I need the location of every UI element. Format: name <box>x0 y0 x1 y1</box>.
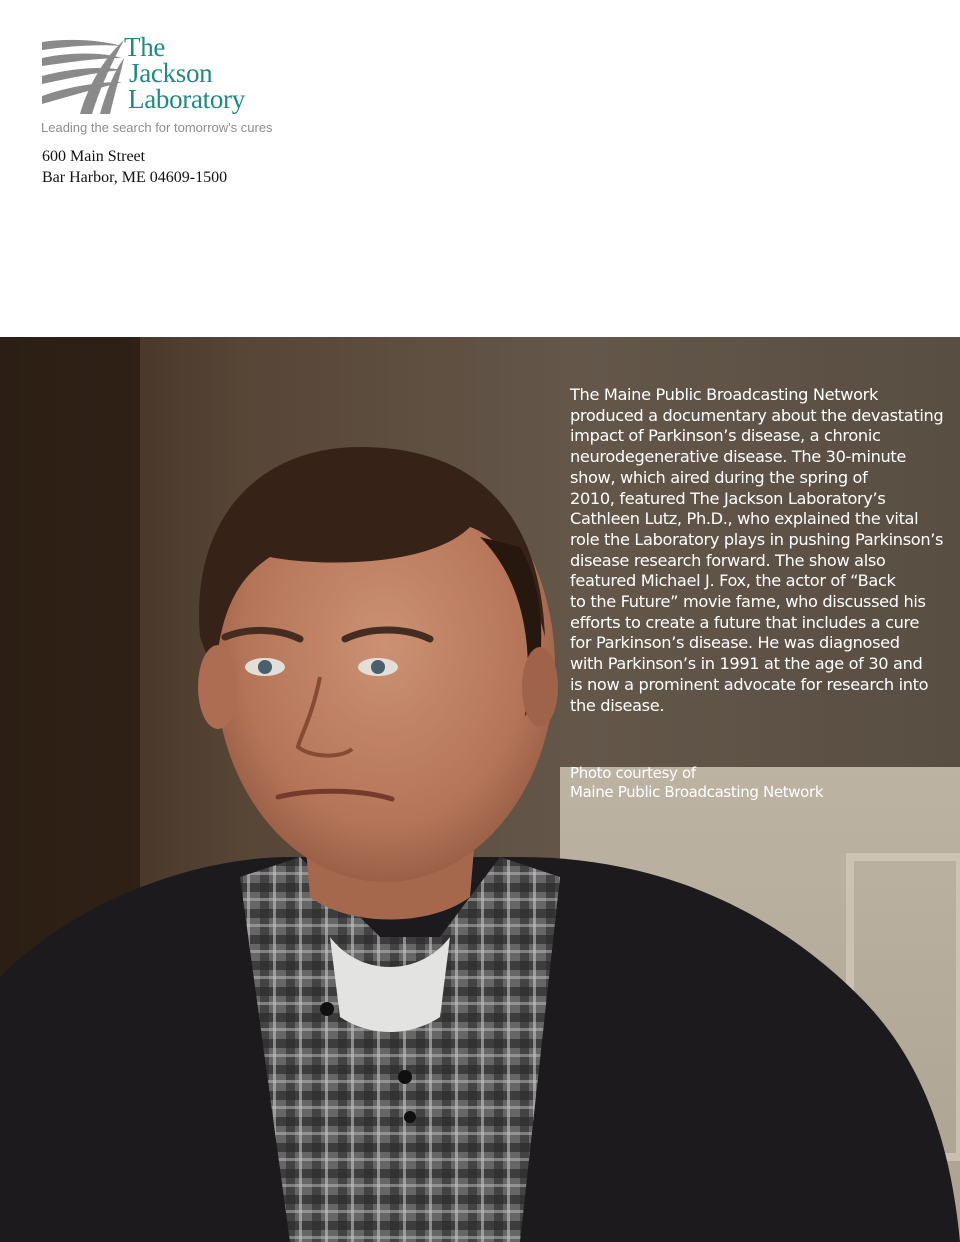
logo-word-the: The <box>124 32 166 62</box>
caption-line: to the Future” movie fame, who discussed his <box>570 592 926 612</box>
caption-line: 2010, featured The Jackson Laboratory’s <box>570 488 886 508</box>
tagline: Leading the search for tomorrow's cures <box>41 120 273 135</box>
caption-line: disease research forward. The show also <box>570 550 886 570</box>
caption-line: show, which aired during the spring of <box>570 467 868 487</box>
caption-line: efforts to create a future that includes a cure <box>570 612 920 632</box>
photo-caption <box>570 385 942 716</box>
address-city-state-zip: Bar Harbor, ME 04609-1500 <box>42 169 228 186</box>
caption-line: for Parkinson’s disease. He was diagnosed <box>570 633 900 653</box>
caption-line: The Maine Public Broadcasting Network <box>570 385 878 404</box>
caption-line: featured Michael J. Fox, the actor of “Back <box>570 571 896 591</box>
photo-credit <box>570 764 823 802</box>
jackson-lab-swoosh-icon <box>40 36 124 116</box>
logo-wordmark <box>124 34 245 112</box>
photo-credit-line-1: Photo courtesy of <box>570 764 696 782</box>
photo-credit-line-2: Maine Public Broadcasting Network <box>570 783 824 801</box>
caption-line: impact of Parkinson’s disease, a chronic <box>570 426 881 446</box>
caption-line: neurodegenerative disease. The 30-minute <box>570 447 907 467</box>
mailing-address <box>42 146 227 188</box>
caption-line: is now a prominent advocate for research into <box>570 674 929 694</box>
address-street: 600 Main Street <box>42 148 146 165</box>
organization-logo <box>40 34 300 138</box>
caption-line: Cathleen Lutz, Ph.D., who explained the vital <box>570 509 919 529</box>
logo-word-laboratory: Laboratory <box>128 84 245 114</box>
caption-line: role the Laboratory plays in pushing Parkinson’s <box>570 529 944 549</box>
logo-word-jackson: Jackson <box>129 58 213 88</box>
caption-line: produced a documentary about the devastating <box>570 405 944 425</box>
caption-line: the disease. <box>570 695 665 715</box>
caption-line: with Parkinson’s in 1991 at the age of 30 and <box>570 654 923 674</box>
